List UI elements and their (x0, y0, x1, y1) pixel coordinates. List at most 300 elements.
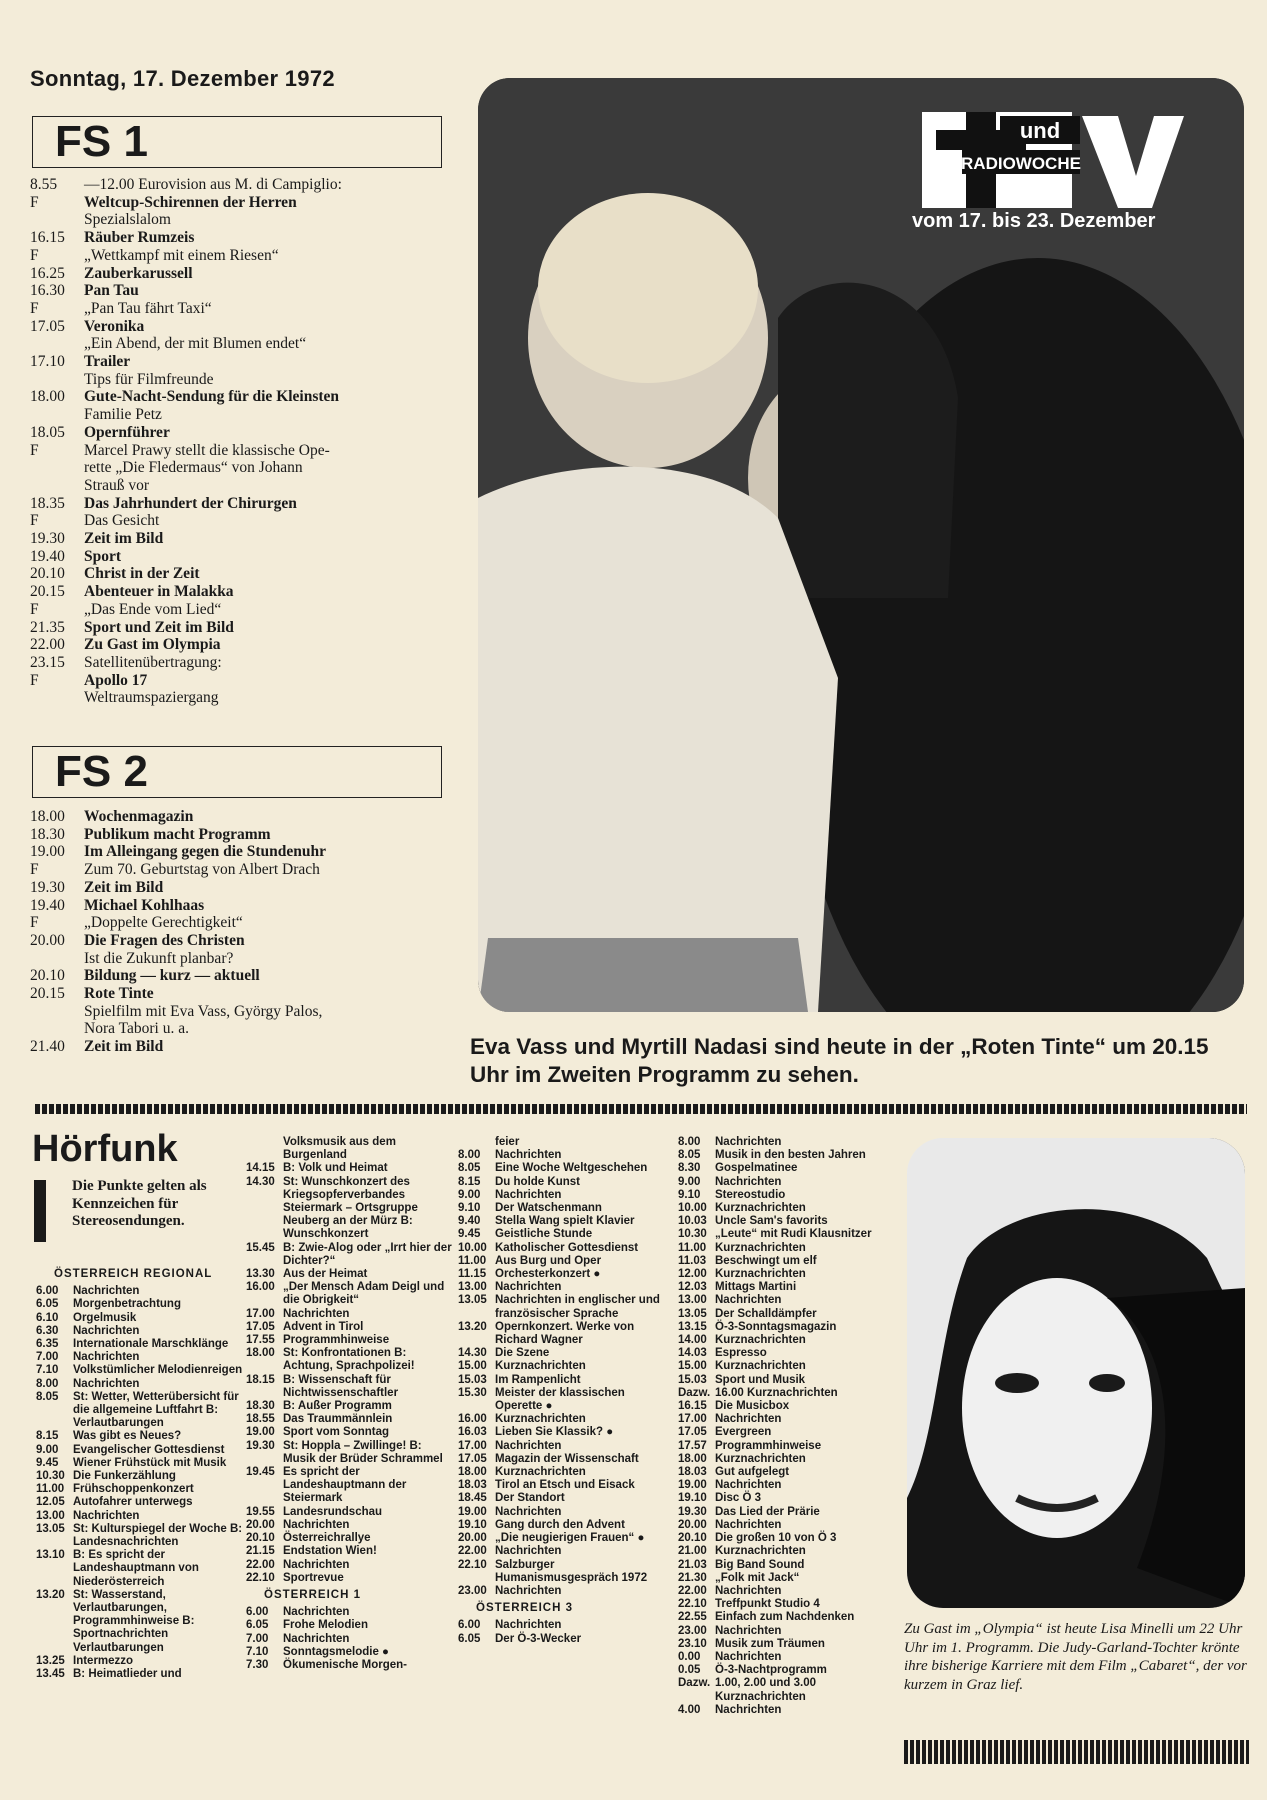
radio-row (678, 1176, 890, 1189)
program-time: 19.00 (30, 843, 65, 861)
radio-row (36, 1668, 246, 1681)
radio-title: Einfach zum Nachdenken (715, 1611, 855, 1624)
fs1-program-row (30, 318, 450, 336)
program-time (30, 1020, 84, 1038)
radio-time: 19.00 (246, 1426, 275, 1439)
radio-time: 22.10 (678, 1598, 707, 1611)
fs1-program-row (30, 247, 450, 265)
hoerfunk-note: Die Punkte gelten als Kennzeichen für Stereosendungen. (72, 1178, 207, 1229)
radio-title: Nachrichten in englischer und französischer Sprache (495, 1294, 660, 1320)
radio-time: 19.45 (246, 1466, 275, 1479)
radio-row (678, 1638, 890, 1651)
radio-row (36, 1483, 246, 1496)
page-date: Sonntag, 17. Dezember 1972 (30, 66, 335, 91)
radio-title: Nachrichten (715, 1175, 782, 1188)
radio-row (458, 1255, 662, 1268)
hoerfunk-note-bar (34, 1180, 46, 1242)
radio-title: Nachrichten (283, 1558, 350, 1571)
radio-title: St: Wetter, Wetterübersicht für die allgemeine Luftfahrt B: Verlautbarungen (73, 1390, 239, 1430)
radio-title: Volksmusik aus dem Burgenland (283, 1136, 396, 1162)
radio-time: 13.20 (458, 1320, 487, 1333)
radio-time: 14.30 (246, 1175, 275, 1188)
tv-radiowoche-logo (922, 112, 1184, 208)
program-time: F (30, 861, 39, 879)
radio-time: 12.05 (36, 1496, 65, 1509)
radio-row (246, 1281, 452, 1307)
radio-time: 8.00 (458, 1149, 481, 1162)
radio-title: Kurznachrichten (715, 1545, 806, 1558)
radio-time: 23.00 (458, 1584, 487, 1597)
radio-row (458, 1466, 662, 1479)
radio-time: 22.00 (678, 1584, 707, 1597)
radio-time: 9.00 (458, 1188, 481, 1201)
radio-title: Endstation Wien! (283, 1545, 377, 1558)
radio-column-2 (246, 1136, 452, 1672)
program-time: F (30, 246, 39, 264)
radio-title: Opernkonzert. Werke von Richard Wagner (495, 1320, 635, 1347)
radio-time: 14.00 (678, 1334, 707, 1347)
radio-title: B: Volk und Heimat (283, 1162, 388, 1175)
radio-title: B: Zwie-Alog oder „Irrt hier der Dichter?“ (283, 1241, 452, 1267)
fs1-program-row (30, 672, 450, 690)
fs1-program-row (30, 583, 450, 601)
radio-title: Orchesterkonzert ● (495, 1268, 601, 1281)
radio-title: Beschwingt um elf (715, 1254, 817, 1267)
radio-title: Programmhinweise (283, 1334, 390, 1347)
radio-row (36, 1549, 246, 1589)
fs1-program-row (30, 548, 450, 566)
radio-row (458, 1633, 662, 1646)
radio-title: Kurznachrichten (495, 1360, 586, 1373)
radio-time: 17.05 (246, 1320, 275, 1333)
radio-row (246, 1374, 452, 1400)
program-time: 8.55 (30, 176, 58, 193)
radio-time: 9.45 (36, 1456, 59, 1469)
fs2-program-row (30, 861, 450, 879)
radio-row (36, 1510, 246, 1523)
radio-title: Nachrichten (715, 1703, 782, 1716)
radio-title: Musik in den besten Jahren (715, 1149, 866, 1162)
fs1-program-row (30, 477, 450, 495)
radio-title: Nachrichten (495, 1619, 562, 1632)
program-title: Weltcup-Schirennen der Herren (84, 193, 297, 211)
radio-time: 7.30 (246, 1658, 269, 1671)
radio-row (36, 1496, 246, 1509)
radio-column-1 (36, 1264, 246, 1681)
radio-row (678, 1321, 890, 1334)
fs1-program-row (30, 388, 450, 406)
radio-title: Mittags Martini (715, 1281, 797, 1294)
program-title: Sport (84, 547, 122, 565)
station-heading: ÖSTERREICH 3 (476, 1602, 573, 1615)
program-title: Spezialslalom (84, 211, 171, 229)
radio-title: Eine Woche Weltgeschehen (495, 1162, 648, 1175)
radio-time: 17.00 (458, 1439, 487, 1452)
fs1-program-row (30, 371, 450, 389)
radio-row (678, 1334, 890, 1347)
radio-row (246, 1400, 452, 1413)
radio-time: 16.00 (458, 1413, 487, 1426)
radio-row (458, 1374, 662, 1387)
program-time: 18.35 (30, 494, 65, 512)
fs1-program-row (30, 442, 450, 460)
program-title: Michael Kohlhaas (84, 896, 205, 914)
radio-row (458, 1440, 662, 1453)
radio-title: Disc Ö 3 (715, 1492, 762, 1505)
program-time: F (30, 512, 39, 530)
radio-row (458, 1559, 662, 1585)
radio-title: Gospelmatinee (715, 1162, 798, 1175)
radio-title: Der Watschenmann (495, 1202, 602, 1215)
program-title: Das Gesicht (84, 512, 160, 530)
radio-row (678, 1228, 890, 1241)
program-time: 20.10 (30, 565, 65, 583)
radio-title: Stella Wang spielt Klavier (495, 1215, 635, 1228)
radio-time: 18.45 (458, 1492, 487, 1505)
radio-row (678, 1400, 890, 1413)
radio-row (678, 1651, 890, 1664)
program-title: Trailer (84, 353, 131, 371)
radio-title: Nachrichten (715, 1136, 782, 1148)
radio-title: Big Band Sound (715, 1558, 805, 1571)
fs1-program-row (30, 176, 450, 194)
radio-row (678, 1281, 890, 1294)
radio-time: 6.35 (36, 1338, 59, 1351)
radio-title: Orgelmusik (73, 1311, 137, 1324)
radio-title: Uncle Sam's favorits (715, 1215, 828, 1228)
radio-row (458, 1321, 662, 1347)
radio-time: 22.10 (246, 1571, 275, 1584)
program-time: 20.00 (30, 931, 65, 949)
radio-title: Österreichrallye (283, 1532, 371, 1545)
radio-row (246, 1440, 452, 1466)
program-time: 17.05 (30, 317, 65, 335)
radio-row (678, 1479, 890, 1492)
radio-title: Nachrichten (73, 1324, 140, 1337)
radio-time: 18.03 (458, 1479, 487, 1492)
fs1-program-row (30, 565, 450, 583)
radio-title: Nachrichten (73, 1509, 140, 1522)
radio-time: 18.03 (678, 1466, 707, 1479)
radio-time: Dazw. (678, 1677, 711, 1690)
program-title: —12.00 Eurovision aus M. di Campiglio: (84, 176, 342, 193)
radio-time: 6.30 (36, 1324, 59, 1337)
program-time: 16.15 (30, 229, 65, 247)
fs1-program-row (30, 689, 450, 707)
radio-title: Morgenbetrachtung (73, 1298, 181, 1311)
program-title: Veronika (84, 317, 145, 335)
radio-row (246, 1619, 452, 1632)
radio-title: Lieben Sie Klassik? ● (495, 1426, 614, 1439)
radio-time: 13.05 (36, 1522, 65, 1535)
radio-row (458, 1387, 662, 1413)
station-heading: ÖSTERREICH 1 (264, 1588, 361, 1601)
program-title: „Wettkampf mit einem Riesen“ (84, 246, 279, 264)
radio-time: 4.00 (678, 1703, 701, 1716)
radio-time: 18.15 (246, 1373, 275, 1386)
radio-row (458, 1506, 662, 1519)
radio-title: Sport vom Sonntag (283, 1426, 390, 1439)
radio-row (36, 1285, 246, 1298)
station-heading: ÖSTERREICH REGIONAL (54, 1268, 213, 1280)
fs2-title: FS 2 (55, 747, 148, 796)
radio-time: 7.10 (246, 1645, 269, 1658)
radio-title: Internationale Marschklänge (73, 1338, 229, 1351)
radio-row (678, 1532, 890, 1545)
radio-time: 15.00 (678, 1360, 707, 1373)
radio-row (246, 1572, 452, 1585)
radio-title: Kurznachrichten (715, 1241, 806, 1254)
program-time: 23.15 (30, 653, 65, 671)
radio-time: 15.00 (458, 1360, 487, 1373)
fs1-program-row (30, 424, 450, 442)
fs2-program-row (30, 843, 450, 861)
radio-row (678, 1215, 890, 1228)
program-time: 16.25 (30, 264, 65, 282)
program-title: Rote Tinte (84, 985, 154, 1003)
program-title: „Ein Abend, der mit Blumen endet“ (84, 335, 307, 353)
fs1-program-row (30, 512, 450, 530)
radio-title: St: Konfrontationen B: Achtung, Sprachpolizei! (283, 1347, 415, 1373)
radio-title: Frohe Melodien (283, 1619, 368, 1632)
radio-row (678, 1413, 890, 1426)
fs1-program-row (30, 495, 450, 513)
radio-row (36, 1430, 246, 1443)
radio-title: Treffpunkt Studio 4 (715, 1598, 820, 1611)
program-title: Strauß vor (84, 476, 150, 494)
radio-row (246, 1559, 452, 1572)
radio-time: 7.00 (246, 1632, 269, 1645)
radio-time: 20.00 (246, 1518, 275, 1531)
radio-time: 20.10 (246, 1532, 275, 1545)
radio-time: 10.30 (36, 1470, 65, 1483)
radio-title: Im Rampenlicht (495, 1373, 581, 1386)
fs1-program-row (30, 654, 450, 672)
radio-time: 21.15 (246, 1545, 275, 1558)
hoerfunk-title: Hörfunk (32, 1128, 178, 1170)
radio-title: Kurznachrichten (715, 1202, 806, 1215)
radio-time: 23.10 (678, 1637, 707, 1650)
radio-row (246, 1545, 452, 1558)
program-title: rette „Die Fledermaus“ von Johann (84, 459, 303, 477)
radio-title: Kurznachrichten (715, 1268, 806, 1281)
program-time: 19.30 (30, 878, 65, 896)
program-time: 17.10 (30, 353, 65, 371)
radio-row (458, 1479, 662, 1492)
program-title: Christ in der Zeit (84, 565, 200, 583)
radio-title: Meister der klassischen Operette ● (495, 1386, 625, 1413)
radio-time: 11.00 (36, 1483, 65, 1496)
barcode-strip (904, 1740, 1249, 1764)
radio-row (678, 1189, 890, 1202)
radio-time: 8.00 (678, 1136, 701, 1148)
radio-row (36, 1338, 246, 1351)
fs2-program-row (30, 914, 450, 932)
fs1-program-row (30, 335, 450, 353)
radio-time: 11.00 (458, 1254, 487, 1267)
radio-title: Wiener Frühstück mit Musik (73, 1456, 227, 1469)
program-time: 18.05 (30, 423, 65, 441)
fs2-program-row (30, 967, 450, 985)
fs2-program-list (30, 808, 450, 1056)
radio-time: 20.10 (678, 1532, 707, 1545)
radio-row (678, 1585, 890, 1598)
radio-time: 15.45 (246, 1241, 275, 1254)
radio-time: Dazw. (678, 1386, 711, 1399)
radio-row (36, 1523, 246, 1549)
radio-time: 21.00 (678, 1545, 707, 1558)
radio-time: 9.00 (678, 1175, 701, 1188)
radio-time: 9.40 (458, 1215, 481, 1228)
radio-row (246, 1413, 452, 1426)
radio-title: Der Schalldämpfer (715, 1307, 817, 1320)
radio-title: Nachrichten (495, 1281, 562, 1294)
radio-row (458, 1294, 662, 1320)
radio-row (678, 1347, 890, 1360)
radio-time: 23.00 (678, 1624, 707, 1637)
radio-title: Espresso (715, 1347, 767, 1360)
radio-row (678, 1426, 890, 1439)
program-time (30, 689, 84, 707)
radio-time: 19.30 (678, 1505, 707, 1518)
radio-time: 13.45 (36, 1668, 65, 1681)
radio-title: Stereostudio (715, 1188, 786, 1201)
radio-title: B: Heimatlieder und (73, 1668, 182, 1681)
fs1-program-row (30, 211, 450, 229)
radio-time: 13.00 (458, 1281, 487, 1294)
fs1-title: FS 1 (55, 117, 148, 166)
program-time (30, 371, 84, 389)
program-time: 21.40 (30, 1038, 65, 1056)
radio-title: Nachrichten (495, 1584, 562, 1597)
fs1-program-row (30, 601, 450, 619)
radio-title: Frühschoppenkonzert (73, 1483, 194, 1496)
radio-title: Ö-3-Nachtprogramm (715, 1664, 827, 1677)
fs2-program-row (30, 1020, 450, 1038)
radio-time: 19.10 (678, 1492, 707, 1505)
radio-title: Advent in Tirol (283, 1320, 364, 1333)
program-title: „Doppelte Gerechtigkeit“ (84, 914, 243, 932)
radio-title: Das Lied der Prärie (715, 1505, 820, 1518)
radio-time: 13.30 (246, 1268, 275, 1281)
program-title: Zeit im Bild (84, 878, 164, 896)
radio-time: 9.00 (36, 1443, 59, 1456)
radio-time: 15.30 (458, 1386, 487, 1399)
radio-time: 10.00 (458, 1241, 487, 1254)
radio-title: Aus Burg und Oper (495, 1254, 602, 1267)
radio-row (678, 1387, 890, 1400)
radio-time: 10.00 (678, 1202, 707, 1215)
fs2-program-row (30, 932, 450, 950)
radio-row (678, 1202, 890, 1215)
radio-row (36, 1325, 246, 1338)
radio-row (36, 1655, 246, 1668)
radio-title: St: Wunschkonzert des Kriegsopferverbandes Steiermark – Ortsgruppe Neuberg an der Mürz B: Wunschkonzert (283, 1175, 418, 1241)
radio-row (458, 1492, 662, 1505)
radio-row (36, 1298, 246, 1311)
radio-time: 8.05 (36, 1390, 59, 1403)
program-time: 20.15 (30, 985, 65, 1003)
radio-row (246, 1136, 452, 1162)
program-title: Das Jahrhundert der Chirurgen (84, 494, 297, 512)
program-title: Spielfilm mit Eva Vass, György Palos, (84, 1002, 323, 1020)
radio-title: Evergreen (715, 1426, 772, 1439)
radio-row (36, 1378, 246, 1391)
radio-row (678, 1625, 890, 1638)
radio-row (458, 1519, 662, 1532)
radio-time: 13.00 (678, 1294, 707, 1307)
radio-time: 6.05 (458, 1632, 481, 1645)
radio-row (458, 1347, 662, 1360)
radio-time: 18.30 (246, 1400, 275, 1413)
radio-row (678, 1704, 890, 1717)
radio-row (458, 1136, 662, 1149)
radio-title: Nachrichten (283, 1518, 350, 1531)
program-title: Publikum macht Programm (84, 825, 271, 843)
radio-time: 21.03 (678, 1558, 707, 1571)
radio-title: B: Außer Programm (283, 1400, 392, 1413)
radio-row (678, 1677, 890, 1703)
radio-title: Landesrundschau (283, 1505, 383, 1518)
radio-time: 8.15 (458, 1175, 481, 1188)
radio-time: 17.55 (246, 1334, 275, 1347)
radio-time: 16.00 (246, 1281, 275, 1294)
radio-time: 17.00 (246, 1307, 275, 1320)
radio-row (246, 1176, 452, 1242)
radio-title: Gang durch den Advent (495, 1518, 625, 1531)
program-time: 19.40 (30, 896, 65, 914)
radio-time: 22.00 (458, 1545, 487, 1558)
radio-row (246, 1347, 452, 1373)
radio-title: St: Wasserstand, Verlautbarungen, Programmhinweise B: Sportnachrichten Verlautbarungen (73, 1588, 195, 1654)
program-title: Satellitenübertragung: (84, 653, 222, 671)
radio-title: Nachrichten (715, 1650, 782, 1663)
program-title: Zauberkarussell (84, 264, 193, 282)
radio-row (246, 1268, 452, 1281)
radio-title: Nachrichten (495, 1149, 562, 1162)
radio-time: 13.00 (36, 1509, 65, 1522)
fs1-program-row (30, 300, 450, 318)
radio-time: 20.00 (458, 1532, 487, 1545)
fs1-program-list (30, 176, 450, 707)
radio-row (458, 1619, 662, 1632)
radio-row (36, 1457, 246, 1470)
radio-row (678, 1255, 890, 1268)
radio-row (678, 1308, 890, 1321)
radio-row (246, 1606, 452, 1619)
radio-row (678, 1598, 890, 1611)
program-title: Tips für Filmfreunde (84, 370, 214, 388)
program-time: 21.35 (30, 618, 65, 636)
radio-row (246, 1162, 452, 1175)
radio-time: 17.00 (678, 1413, 707, 1426)
radio-time: 6.05 (246, 1619, 269, 1632)
radio-row (678, 1294, 890, 1307)
radio-row (458, 1281, 662, 1294)
radio-row (36, 1312, 246, 1325)
fs2-header (32, 746, 442, 798)
radio-time: 17.05 (678, 1426, 707, 1439)
program-time: 16.30 (30, 282, 65, 300)
radio-time: 9.10 (458, 1202, 481, 1215)
radio-time: 6.00 (36, 1285, 59, 1298)
fs1-header (32, 116, 442, 168)
radio-time: 19.10 (458, 1518, 487, 1531)
fs2-program-row (30, 897, 450, 915)
fs1-program-row (30, 636, 450, 654)
radio-title: Die Szene (495, 1347, 550, 1360)
program-time: F (30, 193, 39, 211)
